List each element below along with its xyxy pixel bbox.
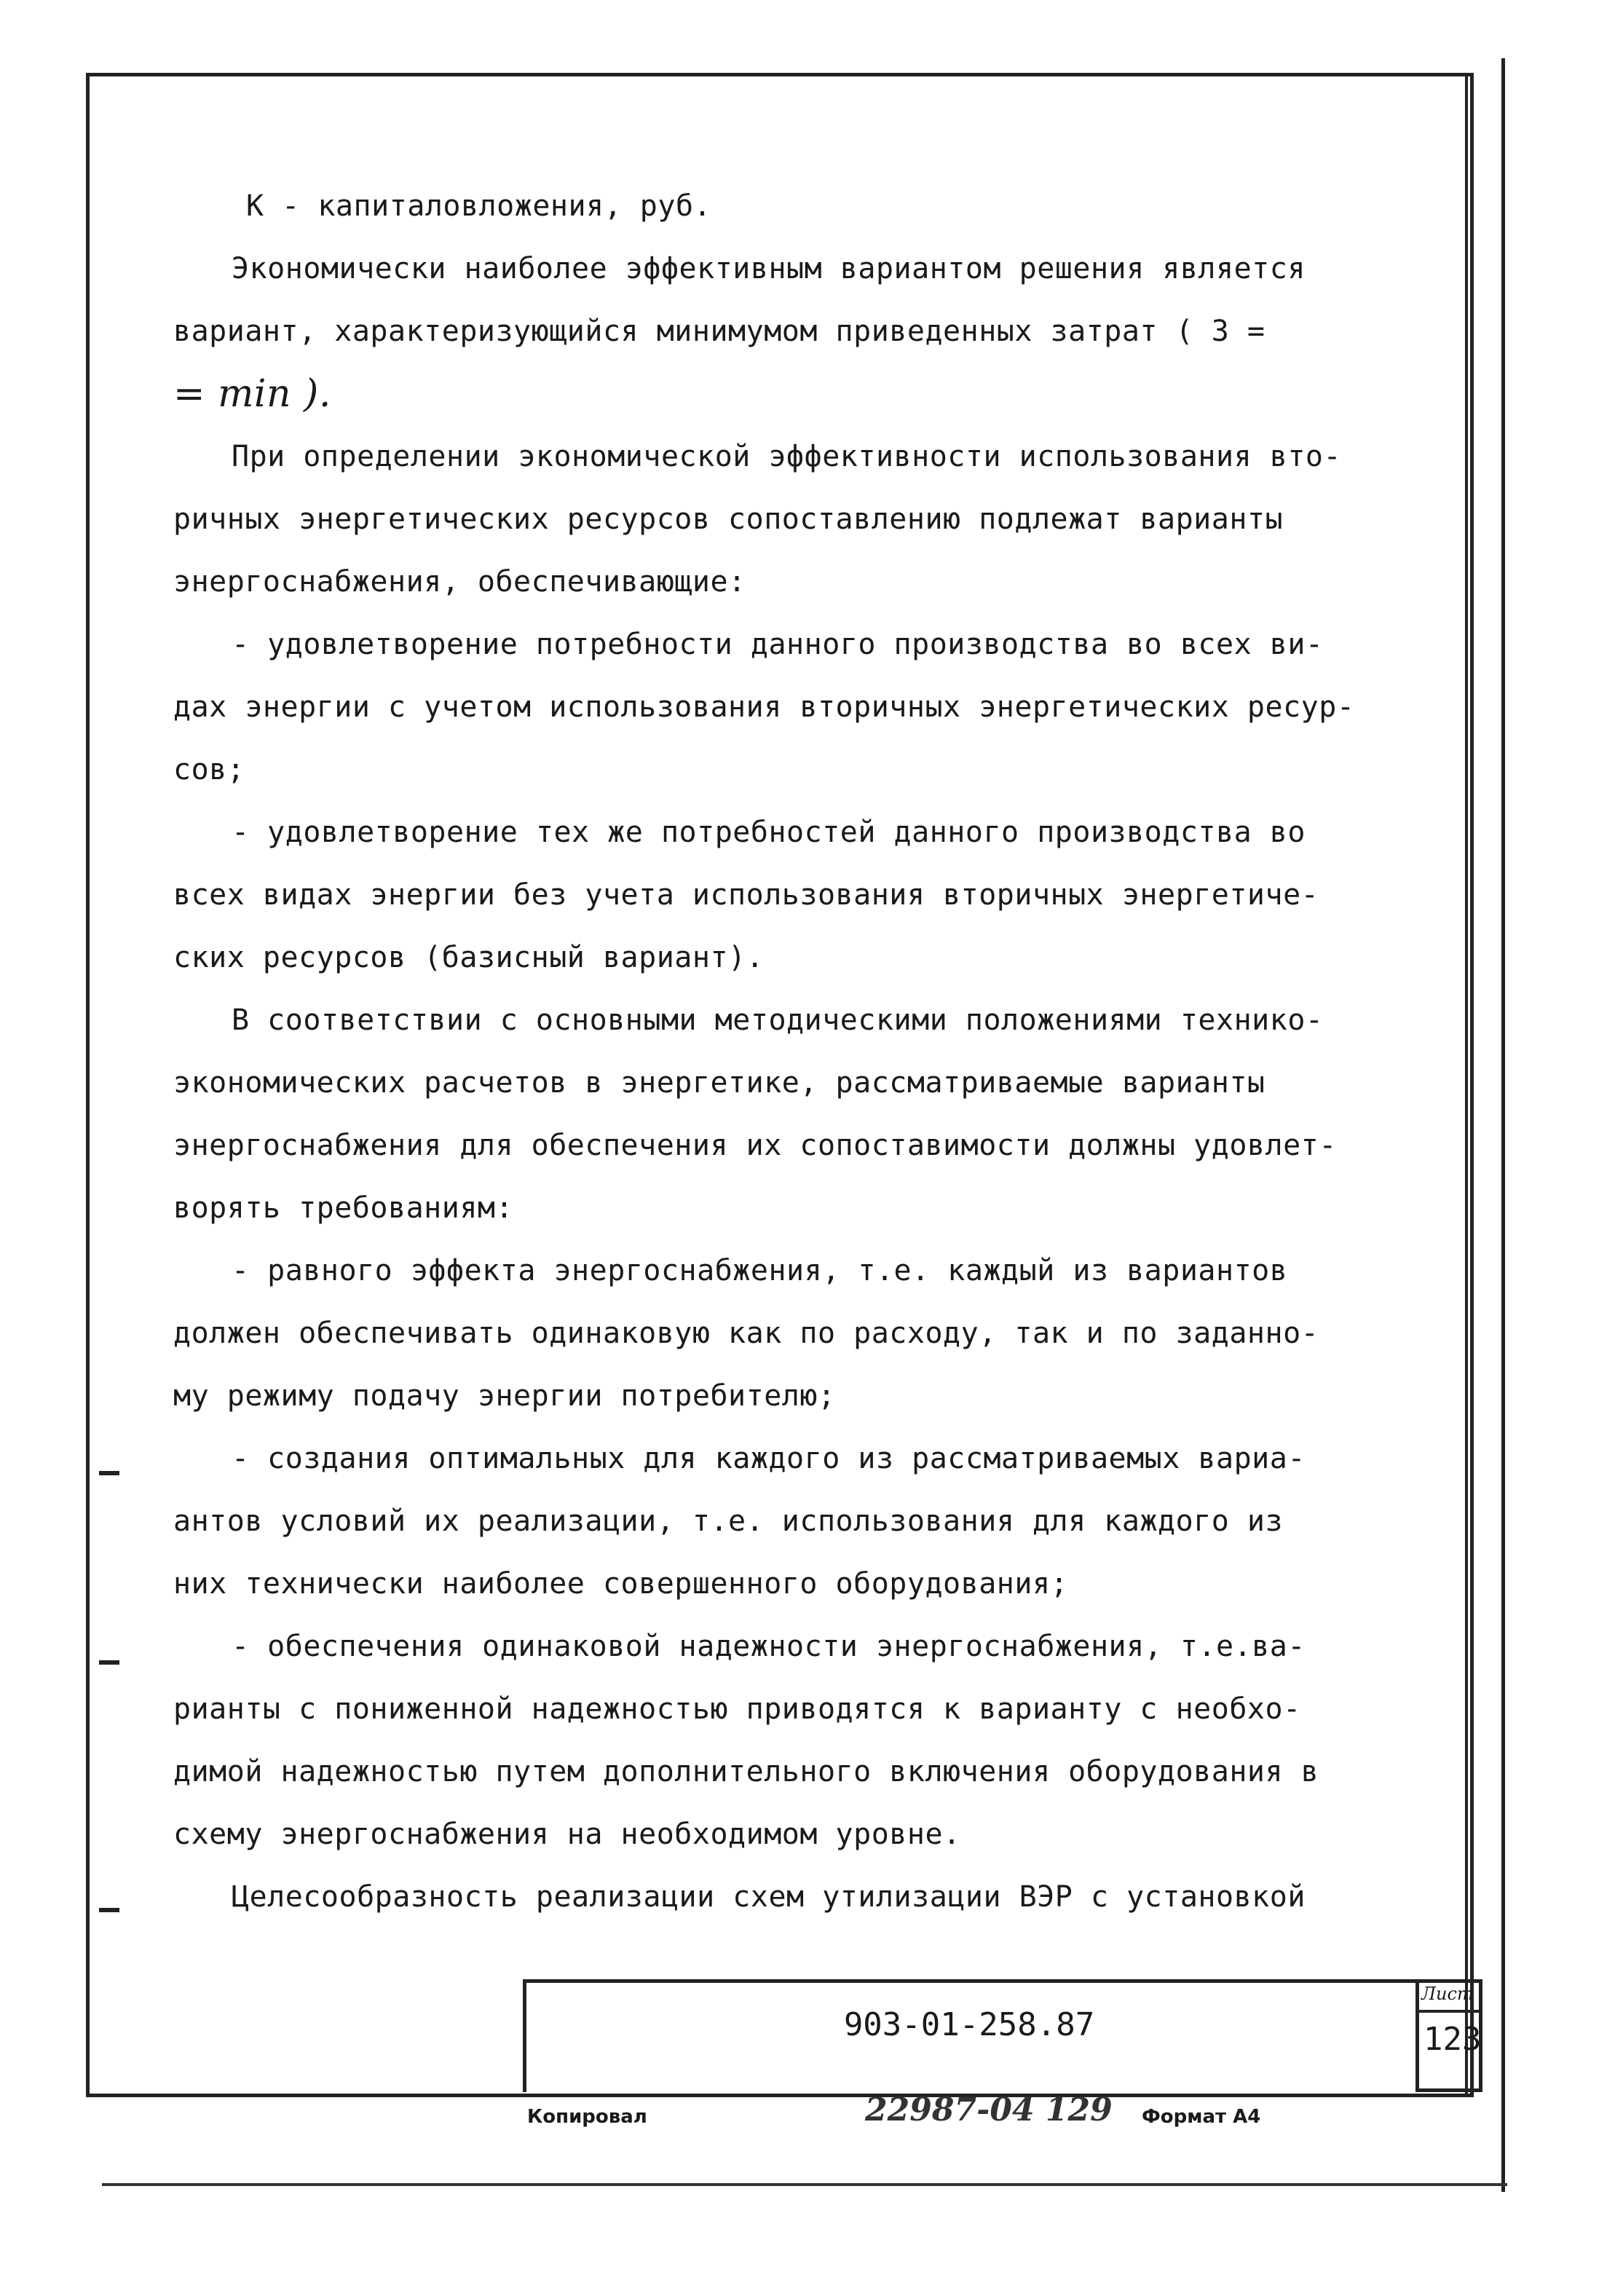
text-line: Целесообразность реализации схем утилизации ВЭР с установкой xyxy=(232,1880,1306,1914)
document-code: 903-01-258.87 xyxy=(843,2006,1095,2043)
binding-tick xyxy=(99,1660,119,1665)
format-label: Формат А4 xyxy=(1142,2106,1261,2128)
sheet-number: 123 xyxy=(1424,2021,1482,2058)
text-line: ричных энергетических ресурсов сопоставлению подлежат варианты xyxy=(173,502,1284,536)
text-line: димой надежностью путем дополнительного включения оборудования в xyxy=(173,1755,1319,1788)
text-line: - создания оптимальных для каждого из рассматриваемых вариа- xyxy=(232,1442,1306,1475)
text-line: К - капиталовложения, руб. xyxy=(246,189,712,223)
text-line: всех видах энергии без учета использования вторичных энергетиче- xyxy=(173,878,1319,912)
binding-tick xyxy=(99,1471,119,1475)
text-line: В соответствии с основными методическими положениями технико- xyxy=(232,1003,1324,1037)
text-line: - удовлетворение тех же потребностей данного производства во xyxy=(232,816,1306,849)
text-line: вариант, характеризующийся минимумом приведенных затрат ( З = xyxy=(173,315,1265,348)
text-line: схему энергоснабжения на необходимом уровне. xyxy=(173,1818,961,1851)
body-text xyxy=(173,175,1448,1928)
text-line: энергоснабжения, обеспечивающие: xyxy=(173,565,746,599)
sheet-box-divider xyxy=(1415,2010,1482,2013)
text-line: должен обеспечивать одинаковую как по расходу, так и по заданно- xyxy=(173,1317,1319,1350)
text-line: антов условий их реализации, т.е. использования для каждого из xyxy=(173,1504,1284,1538)
text-line: ворять требованиям: xyxy=(173,1191,514,1225)
text-line: При определении экономической эффективности использования вто- xyxy=(232,440,1342,473)
text-line: энергоснабжения для обеспечения их сопоставимости должны удовлет- xyxy=(173,1129,1337,1162)
frame-outer-right-border xyxy=(1501,58,1505,2192)
text-line: ских ресурсов (базисный вариант). xyxy=(173,941,765,974)
text-line: = min ). xyxy=(173,372,331,416)
text-line: - удовлетворение потребности данного производства во всех ви- xyxy=(232,628,1324,661)
text-line: рианты с пониженной надежностью приводятся к варианту с необхо- xyxy=(173,1692,1301,1726)
text-line: му режиму подачу энергии потребителю; xyxy=(173,1379,836,1413)
archive-number: 22987-04 129 xyxy=(865,2091,1113,2129)
text-line: них технически наиболее совершенного оборудования; xyxy=(173,1567,1069,1601)
text-line: - равного эффекта энергоснабжения, т.е. каждый из вариантов xyxy=(232,1254,1288,1287)
text-line: дах энергии с учетом использования вторичных энергетических ресур- xyxy=(173,690,1355,724)
sheet-label: Лист xyxy=(1421,1984,1474,2004)
text-line: Экономически наиболее эффективным вариантом решения является xyxy=(232,252,1306,285)
copied-by-label: Копировал xyxy=(527,2106,647,2128)
text-line: экономических расчетов в энергетике, рассматриваемые варианты xyxy=(173,1066,1265,1100)
frame-inner-right-border xyxy=(1465,73,1468,2097)
binding-tick xyxy=(99,1908,119,1912)
text-line: сов; xyxy=(173,753,245,786)
bottom-cut-line xyxy=(102,2183,1507,2186)
text-line: - обеспечения одинаковой надежности энергоснабжения, т.е.ва- xyxy=(232,1630,1306,1663)
